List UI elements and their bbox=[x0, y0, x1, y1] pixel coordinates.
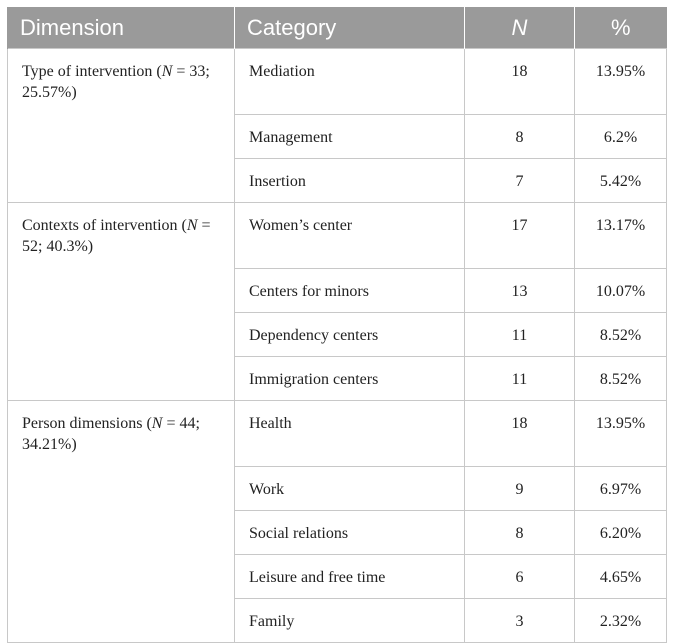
category-cell: Leisure and free time bbox=[235, 555, 465, 599]
table-row bbox=[8, 49, 667, 115]
category-cell: Management bbox=[235, 115, 465, 159]
header-category: Category bbox=[235, 7, 465, 49]
header-row bbox=[8, 7, 667, 49]
category-cell: Insertion bbox=[235, 159, 465, 203]
n-cell: 8 bbox=[465, 511, 575, 555]
dimension-cell: Type of intervention (N = 33; 25.57%) bbox=[8, 49, 235, 203]
n-cell: 6 bbox=[465, 555, 575, 599]
category-cell: Women’s center bbox=[235, 203, 465, 269]
n-cell: 18 bbox=[465, 401, 575, 467]
percent-cell: 13.95% bbox=[575, 401, 667, 467]
percent-cell: 6.2% bbox=[575, 115, 667, 159]
n-cell: 8 bbox=[465, 115, 575, 159]
percent-cell: 13.17% bbox=[575, 203, 667, 269]
dimension-cell: Person dimensions (N = 44; 34.21%) bbox=[8, 401, 235, 643]
n-cell: 3 bbox=[465, 599, 575, 643]
n-cell: 18 bbox=[465, 49, 575, 115]
table-row bbox=[8, 401, 667, 467]
category-cell: Dependency centers bbox=[235, 313, 465, 357]
percent-cell: 8.52% bbox=[575, 313, 667, 357]
n-cell: 7 bbox=[465, 159, 575, 203]
category-cell: Family bbox=[235, 599, 465, 643]
percent-cell: 4.65% bbox=[575, 555, 667, 599]
dimension-cell: Contexts of intervention (N = 52; 40.3%) bbox=[8, 203, 235, 401]
table-row bbox=[8, 203, 667, 269]
header-dimension: Dimension bbox=[8, 7, 235, 49]
percent-cell: 2.32% bbox=[575, 599, 667, 643]
n-cell: 11 bbox=[465, 313, 575, 357]
header-percent: % bbox=[575, 7, 667, 49]
intervention-table bbox=[7, 7, 667, 643]
category-cell: Immigration centers bbox=[235, 357, 465, 401]
percent-cell: 6.20% bbox=[575, 511, 667, 555]
n-cell: 11 bbox=[465, 357, 575, 401]
header-n: N bbox=[465, 7, 575, 49]
n-cell: 17 bbox=[465, 203, 575, 269]
category-cell: Mediation bbox=[235, 49, 465, 115]
category-cell: Work bbox=[235, 467, 465, 511]
percent-cell: 5.42% bbox=[575, 159, 667, 203]
percent-cell: 6.97% bbox=[575, 467, 667, 511]
percent-cell: 10.07% bbox=[575, 269, 667, 313]
percent-cell: 13.95% bbox=[575, 49, 667, 115]
category-cell: Centers for minors bbox=[235, 269, 465, 313]
percent-cell: 8.52% bbox=[575, 357, 667, 401]
n-cell: 9 bbox=[465, 467, 575, 511]
category-cell: Social relations bbox=[235, 511, 465, 555]
n-cell: 13 bbox=[465, 269, 575, 313]
category-cell: Health bbox=[235, 401, 465, 467]
